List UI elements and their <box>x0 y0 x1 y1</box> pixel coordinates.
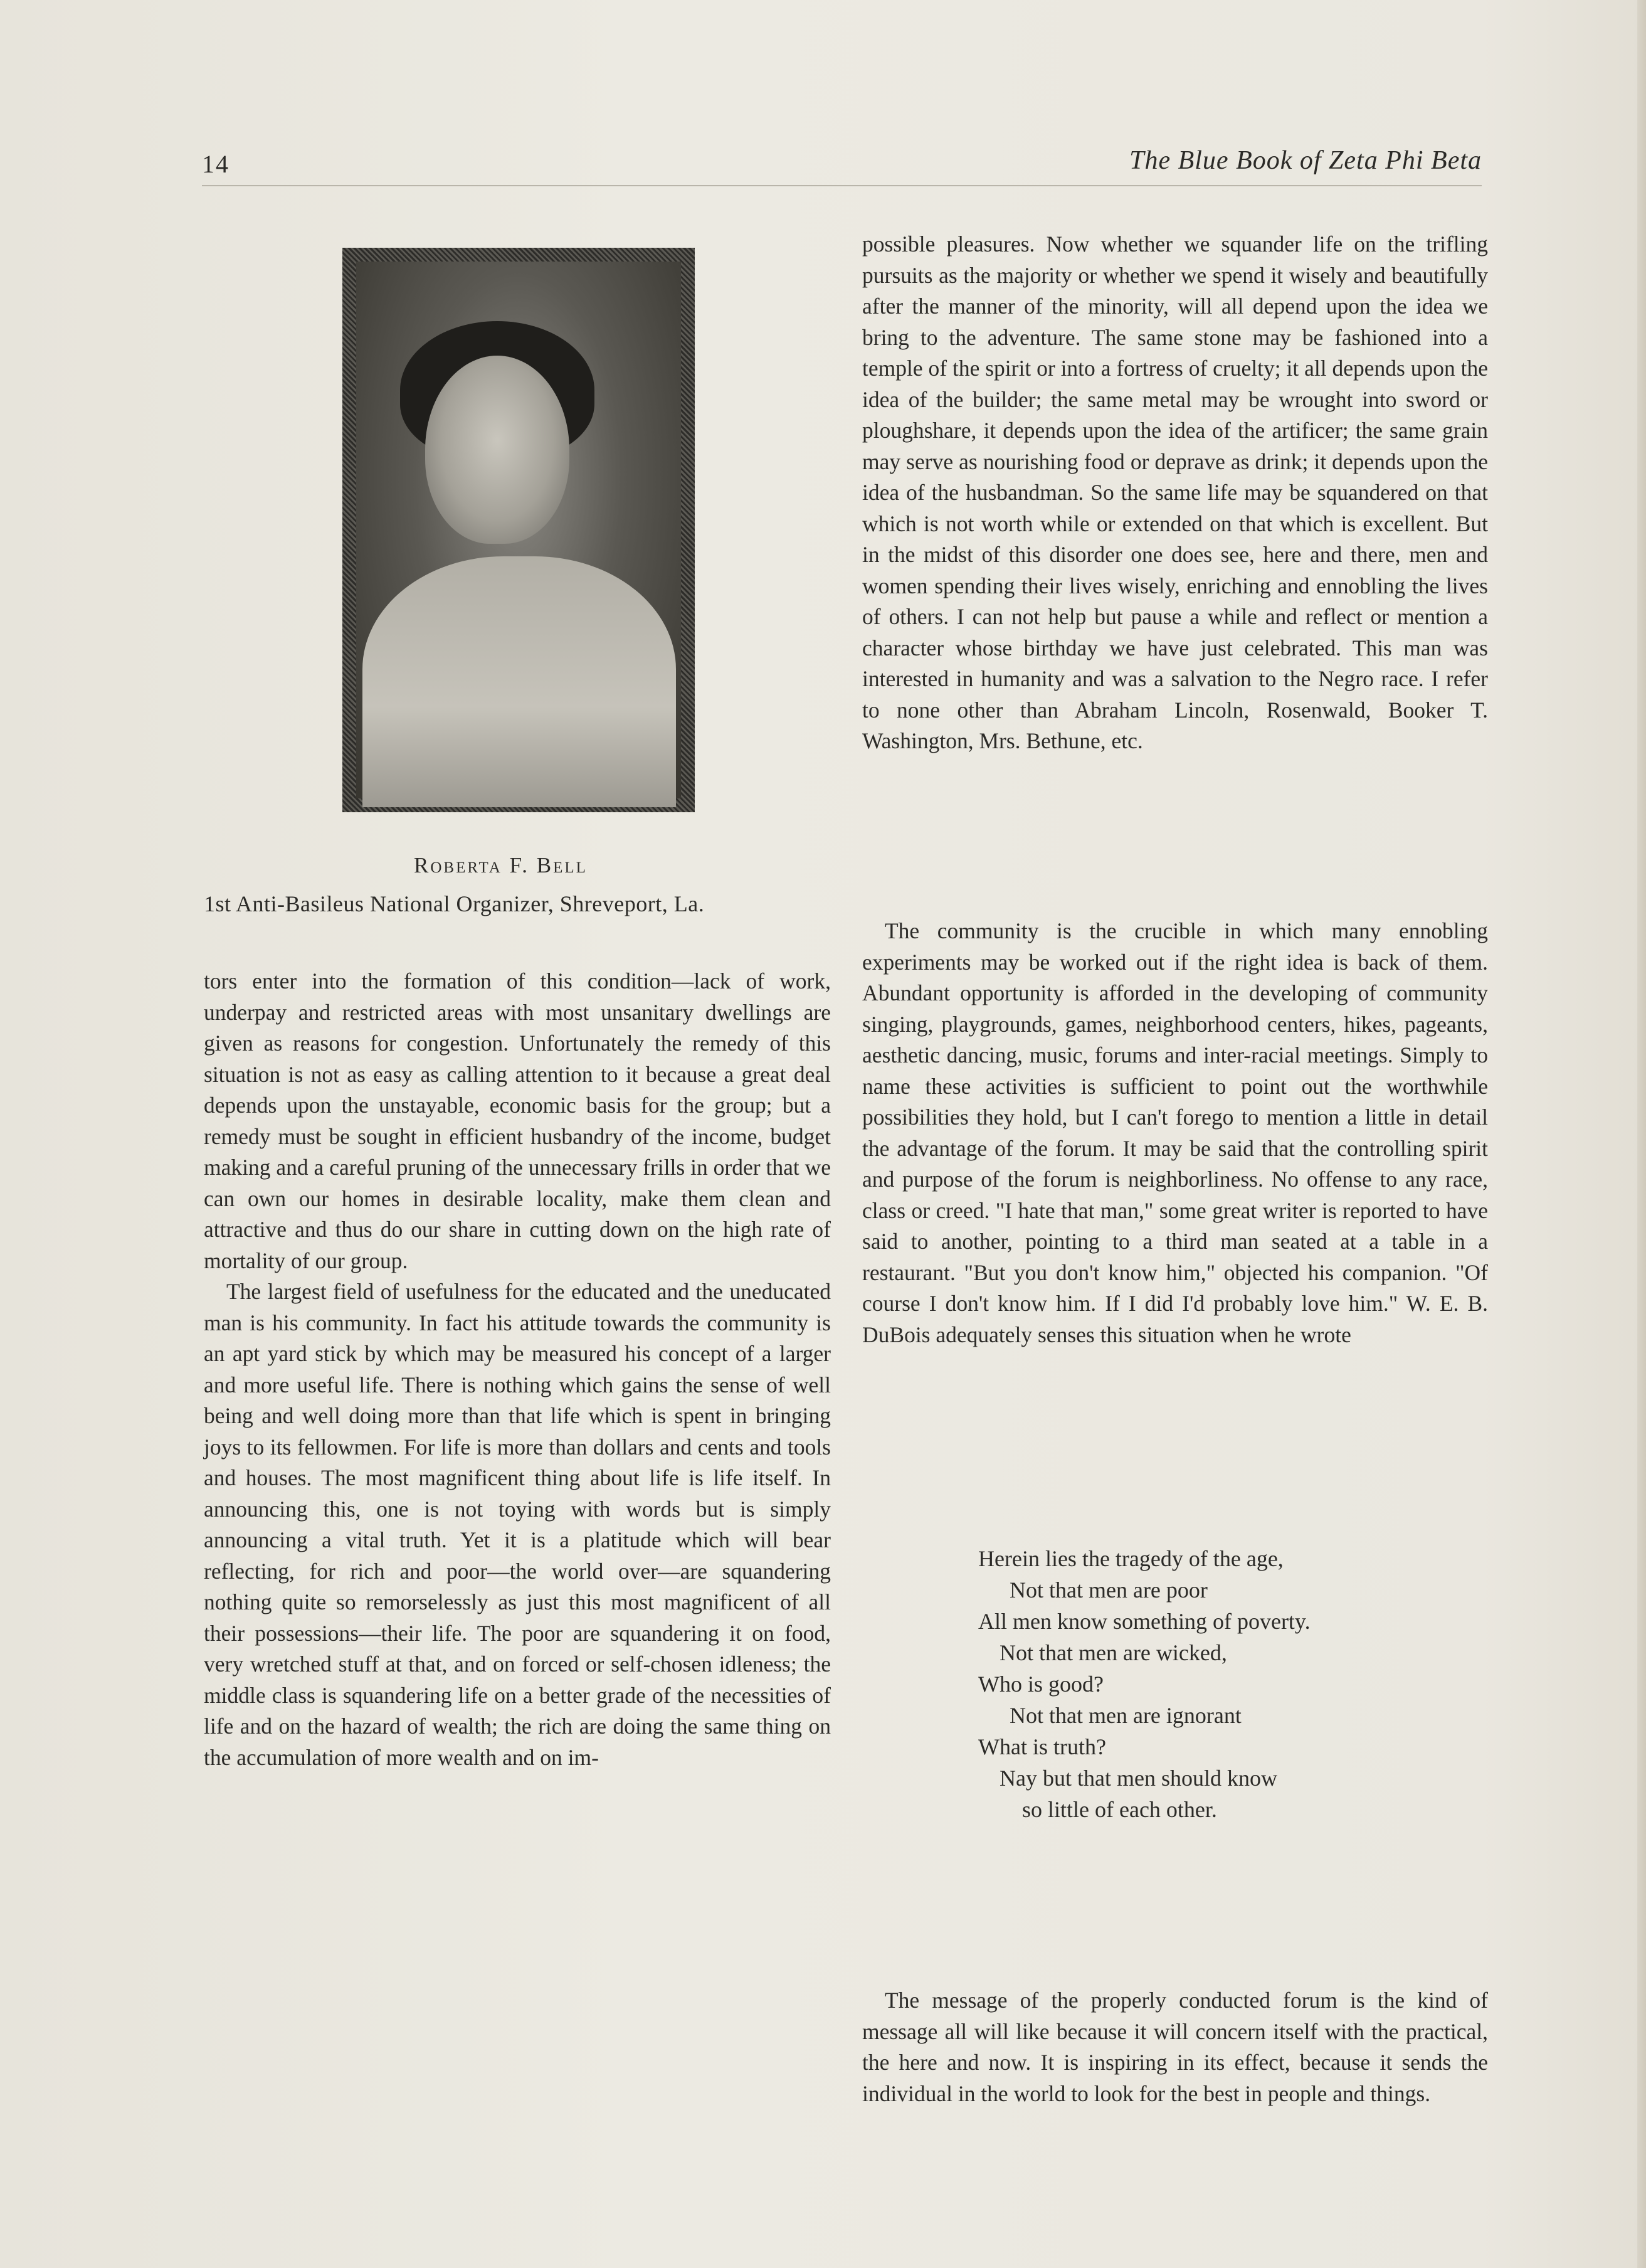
paragraph: The largest field of usefulness for the educated and the uneducated man is his community. In fact his attitude towards the community is an apt yard stick by which may be measured his concept of a larger and more useful life. There is nothing which gains the sense of well being and well doing more than that life which is spent in bringing joys to its fellowmen. For life is more than dollars and cents and tools and houses. The most magnificent thing about life is life itself. In announcing this, one is not toying with words but is simply announcing a vital truth. Yet it is a platitude which will bear reflecting, for rich and poor—the world over—are squandering nothing quite so remorselessly as just this most magnificent of all their possessions—their life. The poor are squandering it on food, very wretched stuff at that, and on forced or self-chosen idleness; the middle class is squandering life on a better grade of the necessities of life and on the hazard of wealth; the rich are doing the same thing on the accumulation of more wealth and on im- <box>204 1279 831 1770</box>
poem-line: Herein lies the tragedy of the age, <box>978 1546 1284 1571</box>
right-column-text <box>862 916 1488 1350</box>
poem-line: What is truth? <box>978 1734 1106 1759</box>
page-edge <box>1637 0 1646 2268</box>
left-column-text <box>204 966 831 1773</box>
photo-caption-name: Roberta F. Bell <box>414 853 588 877</box>
right-column-text <box>862 1985 1488 2109</box>
page-number: 14 <box>202 150 229 178</box>
portrait-face <box>425 356 569 544</box>
photo-caption-role: 1st Anti-Basileus National Organizer, Shreveport, La. <box>204 891 705 916</box>
portrait-photo <box>342 248 695 812</box>
poem-line: All men know something of poverty. <box>978 1609 1311 1634</box>
poem-line: so little of each other. <box>1022 1797 1217 1822</box>
poem-line: Not that men are wicked, <box>1000 1640 1227 1665</box>
portrait-body <box>362 556 676 807</box>
paragraph: The community is the crucible in which many ennobling experiments may be worked out if the right idea is back of them. Abundant opportunity is afforded in the developing of community singing, playgrounds, games, neighborhood centers, hikes, pageants, aesthetic dancing, music, forums and inter-racial meetings. Simply to name these activities is sufficient to point out the worthwhile possibilities they hold, but I can't forego to mention a little in detail the advantage of the forum. It may be said that the controlling spirit and purpose of the forum is neighborliness. No offense to any race, class or creed. "I hate that man," some great writer is reported to have said to another, pointing to a third man seated at a table in a restaurant. "But you don't know him," objected his companion. "Of course I don't know him. If I did I'd probably love him." W. E. B. DuBois adequately senses this situation when he wrote <box>862 918 1488 1347</box>
right-column-text <box>862 229 1488 757</box>
paragraph: tors enter into the formation of this condition—lack of work, underpay and restricted areas with most unsanitary dwellings are given as reasons for congestion. Unfortunately the remedy of this situation is not as easy as calling attention to it because a great deal depends upon the unstayable, economic basis for the group; but a remedy must be sought in efficient husbandry of the income, budget making and a careful pruning of the unnecessary frills in order that we can own our homes in desirable locality, make them clean and attractive and thus do our share in cutting down on the high rate of mortality of our group. <box>204 968 831 1273</box>
poem-line: Not that men are poor <box>1010 1577 1208 1603</box>
poem <box>978 1543 1417 1825</box>
paragraph: possible pleasures. Now whether we squander life on the trifling pursuits as the majority or whether we spend it wisely and beautifully after the manner of the minority, will all depend upon the idea we bring to the adventure. The same stone may be fashioned into a temple of the spirit or into a fortress of cruelty; it all depends upon the idea of the builder; the same metal may be wrought into sword or ploughshare, it depends upon the idea of the artificer; the same grain may serve as nourishing food or deprave as drink; it depends upon the idea of the husbandman. So the same life may be squandered on that which is not worth while or extended on that which is excellent. But in the midst of this disorder one does see, here and there, men and women spending their lives wisely, enriching and ennobling the lives of others. I can not help but pause a while and reflect or mention a character whose birthday we have just celebrated. This man was interested in humanity and was a salvation to the Negro race. I refer to none other than Abraham Lincoln, Rosenwald, Booker T. Washington, Mrs. Bethune, etc. <box>862 231 1488 753</box>
paragraph: The message of the properly conducted forum is the kind of message all will like because it will concern itself with the practical, the here and now. It is inspiring in its effect, because it sends the individual in the world to look for the best in people and things. <box>862 1988 1488 2106</box>
header-rule <box>202 185 1482 186</box>
poem-line: Not that men are ignorant <box>1010 1703 1242 1728</box>
running-title: The Blue Book of Zeta Phi Beta <box>1129 146 1482 175</box>
poem-line: Nay but that men should know <box>1000 1766 1277 1791</box>
poem-line: Who is good? <box>978 1672 1104 1697</box>
portrait-image <box>356 262 681 798</box>
